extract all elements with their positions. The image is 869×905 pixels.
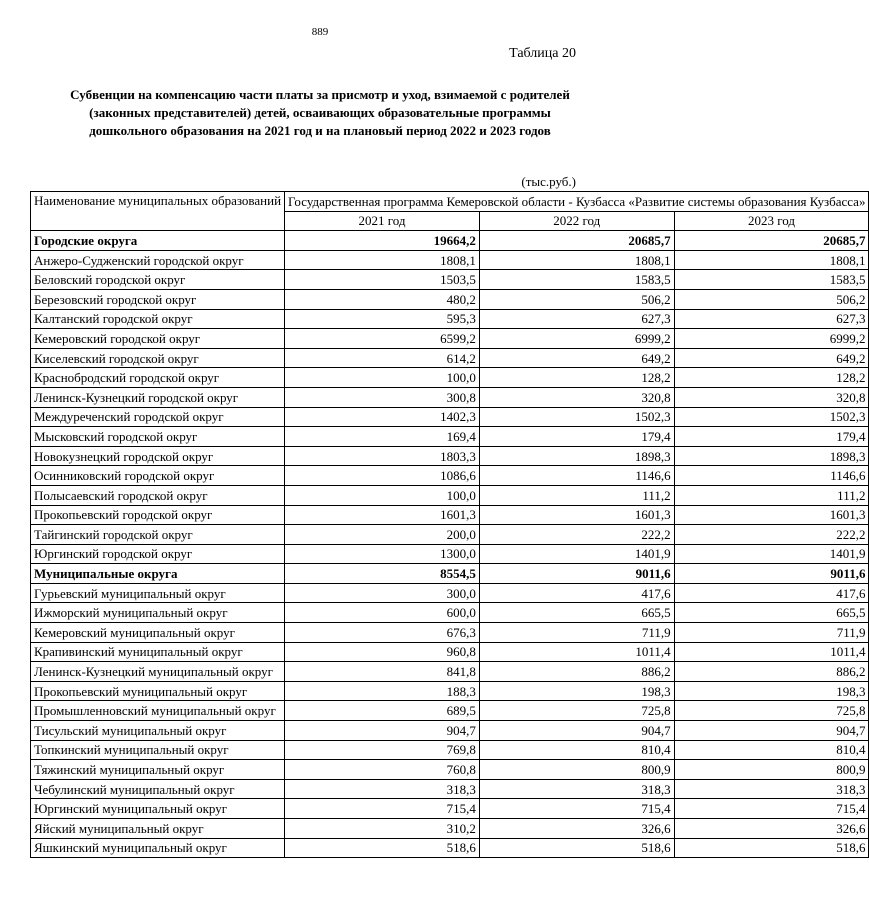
municipality-name: Яйский муниципальный округ <box>31 819 285 839</box>
value-2022: 810,4 <box>479 740 674 760</box>
municipality-name: Ижморский муниципальный округ <box>31 603 285 623</box>
value-2023: 1011,4 <box>674 642 869 662</box>
table-row <box>31 485 869 505</box>
value-2022: 1502,3 <box>479 407 674 427</box>
table-row <box>31 662 869 682</box>
value-2023: 222,2 <box>674 525 869 545</box>
table-row <box>31 466 869 486</box>
value-2021: 960,8 <box>285 642 480 662</box>
page-number: 889 <box>311 26 329 38</box>
value-2022: 649,2 <box>479 348 674 368</box>
header-year-2021: 2021 год <box>285 211 480 231</box>
municipality-name: Мысковский городской округ <box>31 427 285 447</box>
value-2021: 169,4 <box>285 427 480 447</box>
value-2023: 725,8 <box>674 701 869 721</box>
header-program: Государственная программа Кемеровской области - Кузбасса «Развитие системы образования Кузбасса» <box>285 192 869 212</box>
table-row <box>31 348 869 368</box>
value-2023: 1401,9 <box>674 544 869 564</box>
header-year-2022: 2022 год <box>479 211 674 231</box>
table-row <box>31 427 869 447</box>
value-2022: 518,6 <box>479 838 674 858</box>
value-2022: 725,8 <box>479 701 674 721</box>
value-2022: 1146,6 <box>479 466 674 486</box>
value-2022: 1011,4 <box>479 642 674 662</box>
table-row <box>31 544 869 564</box>
municipality-name: Анжеро-Судженский городской округ <box>31 250 285 270</box>
value-2022: 128,2 <box>479 368 674 388</box>
value-2022: 318,3 <box>479 779 674 799</box>
value-2022: 20685,7 <box>479 231 674 251</box>
table-row <box>31 799 869 819</box>
municipality-name: Яшкинский муниципальный округ <box>31 838 285 858</box>
value-2021: 904,7 <box>285 721 480 741</box>
municipality-name: Беловский городской округ <box>31 270 285 290</box>
value-2023: 1583,5 <box>674 270 869 290</box>
value-2023: 1601,3 <box>674 505 869 525</box>
value-2023: 886,2 <box>674 662 869 682</box>
municipality-name: Юргинский городской округ <box>31 544 285 564</box>
value-2022: 9011,6 <box>479 564 674 584</box>
municipality-name: Тисульский муниципальный округ <box>31 721 285 741</box>
municipality-name: Ленинск-Кузнецкий городской округ <box>31 387 285 407</box>
municipality-name: Краснобродский городской округ <box>31 368 285 388</box>
value-2023: 320,8 <box>674 387 869 407</box>
municipality-name: Осинниковский городской округ <box>31 466 285 486</box>
value-2022: 886,2 <box>479 662 674 682</box>
value-2022: 198,3 <box>479 681 674 701</box>
value-2023: 1146,6 <box>674 466 869 486</box>
value-2021: 715,4 <box>285 799 480 819</box>
value-2022: 1808,1 <box>479 250 674 270</box>
value-2022: 326,6 <box>479 819 674 839</box>
table-row <box>31 250 869 270</box>
value-2021: 614,2 <box>285 348 480 368</box>
table-row <box>31 760 869 780</box>
value-2022: 665,5 <box>479 603 674 623</box>
value-2021: 8554,5 <box>285 564 480 584</box>
municipality-name: Тайгинский городской округ <box>31 525 285 545</box>
municipality-name: Полысаевский городской округ <box>31 485 285 505</box>
value-2021: 689,5 <box>285 701 480 721</box>
value-2023: 1808,1 <box>674 250 869 270</box>
value-2022: 1898,3 <box>479 446 674 466</box>
table-group-row <box>31 231 869 251</box>
table-row <box>31 309 869 329</box>
table-row <box>31 681 869 701</box>
value-2022: 800,9 <box>479 760 674 780</box>
value-2023: 627,3 <box>674 309 869 329</box>
table-row <box>31 525 869 545</box>
municipality-name: Новокузнецкий городской округ <box>31 446 285 466</box>
municipality-name: Юргинский муниципальный округ <box>31 799 285 819</box>
municipality-name: Калтанский городской округ <box>31 309 285 329</box>
value-2021: 480,2 <box>285 289 480 309</box>
value-2023: 715,4 <box>674 799 869 819</box>
municipality-name: Муниципальные округа <box>31 564 285 584</box>
table-row <box>31 270 869 290</box>
value-2023: 518,6 <box>674 838 869 858</box>
document-title <box>40 86 600 140</box>
value-2021: 6599,2 <box>285 329 480 349</box>
value-2022: 111,2 <box>479 485 674 505</box>
header-row <box>31 192 869 212</box>
value-2023: 1898,3 <box>674 446 869 466</box>
municipality-name: Киселевский городской округ <box>31 348 285 368</box>
value-2021: 841,8 <box>285 662 480 682</box>
title-line: Субвенции на компенсацию части платы за присмотр и уход, взимаемой с родителей <box>70 87 570 102</box>
value-2022: 506,2 <box>479 289 674 309</box>
table-row <box>31 583 869 603</box>
value-2022: 627,3 <box>479 309 674 329</box>
value-2023: 417,6 <box>674 583 869 603</box>
value-2021: 595,3 <box>285 309 480 329</box>
value-2023: 506,2 <box>674 289 869 309</box>
value-2021: 310,2 <box>285 819 480 839</box>
value-2022: 6999,2 <box>479 329 674 349</box>
municipality-name: Гурьевский муниципальный округ <box>31 583 285 603</box>
table-row <box>31 721 869 741</box>
municipality-name: Кемеровский муниципальный округ <box>31 623 285 643</box>
municipality-name: Прокопьевский муниципальный округ <box>31 681 285 701</box>
municipality-name: Городские округа <box>31 231 285 251</box>
value-2022: 320,8 <box>479 387 674 407</box>
municipality-name: Кемеровский городской округ <box>31 329 285 349</box>
table-body <box>31 231 869 858</box>
title-line: (законных представителей) детей, осваивающих образовательные программы <box>89 105 551 120</box>
value-2022: 715,4 <box>479 799 674 819</box>
value-2021: 1808,1 <box>285 250 480 270</box>
municipality-name: Чебулинский муниципальный округ <box>31 779 285 799</box>
value-2021: 518,6 <box>285 838 480 858</box>
table-row <box>31 740 869 760</box>
table-row <box>31 603 869 623</box>
municipality-name: Промышленновский муниципальный округ <box>31 701 285 721</box>
table-row <box>31 407 869 427</box>
table-label: Таблица 20 <box>509 46 576 61</box>
subsidy-table <box>30 191 869 858</box>
title-line: дошкольного образования на 2021 год и на плановый период 2022 и 2023 годов <box>89 123 551 138</box>
value-2022: 417,6 <box>479 583 674 603</box>
value-2023: 326,6 <box>674 819 869 839</box>
value-2023: 179,4 <box>674 427 869 447</box>
municipality-name: Прокопьевский городской округ <box>31 505 285 525</box>
value-2021: 1402,3 <box>285 407 480 427</box>
value-2023: 649,2 <box>674 348 869 368</box>
value-2023: 665,5 <box>674 603 869 623</box>
value-2022: 904,7 <box>479 721 674 741</box>
value-2021: 676,3 <box>285 623 480 643</box>
value-2023: 1502,3 <box>674 407 869 427</box>
value-2023: 810,4 <box>674 740 869 760</box>
table-row <box>31 819 869 839</box>
value-2021: 300,0 <box>285 583 480 603</box>
value-2022: 179,4 <box>479 427 674 447</box>
municipality-name: Междуреченский городской округ <box>31 407 285 427</box>
value-2023: 20685,7 <box>674 231 869 251</box>
units-label: (тыс.руб.) <box>521 174 576 189</box>
value-2023: 318,3 <box>674 779 869 799</box>
municipality-name: Тяжинский муниципальный округ <box>31 760 285 780</box>
value-2021: 769,8 <box>285 740 480 760</box>
value-2021: 760,8 <box>285 760 480 780</box>
value-2021: 1300,0 <box>285 544 480 564</box>
municipality-name: Ленинск-Кузнецкий муниципальный округ <box>31 662 285 682</box>
value-2023: 111,2 <box>674 485 869 505</box>
table-row <box>31 642 869 662</box>
table-row <box>31 446 869 466</box>
table-row <box>31 289 869 309</box>
header-year-2023: 2023 год <box>674 211 869 231</box>
value-2021: 19664,2 <box>285 231 480 251</box>
value-2023: 800,9 <box>674 760 869 780</box>
value-2021: 100,0 <box>285 368 480 388</box>
table-row <box>31 505 869 525</box>
value-2021: 1803,3 <box>285 446 480 466</box>
table-row <box>31 838 869 858</box>
value-2021: 1601,3 <box>285 505 480 525</box>
value-2021: 1086,6 <box>285 466 480 486</box>
value-2023: 711,9 <box>674 623 869 643</box>
value-2022: 1601,3 <box>479 505 674 525</box>
value-2023: 128,2 <box>674 368 869 388</box>
value-2021: 300,8 <box>285 387 480 407</box>
value-2021: 600,0 <box>285 603 480 623</box>
value-2023: 6999,2 <box>674 329 869 349</box>
value-2021: 1503,5 <box>285 270 480 290</box>
table-row <box>31 701 869 721</box>
value-2022: 222,2 <box>479 525 674 545</box>
table-row <box>31 779 869 799</box>
value-2022: 1583,5 <box>479 270 674 290</box>
value-2021: 318,3 <box>285 779 480 799</box>
value-2023: 198,3 <box>674 681 869 701</box>
value-2023: 904,7 <box>674 721 869 741</box>
table-row <box>31 368 869 388</box>
value-2023: 9011,6 <box>674 564 869 584</box>
table-row <box>31 387 869 407</box>
value-2022: 1401,9 <box>479 544 674 564</box>
table-row <box>31 623 869 643</box>
value-2021: 200,0 <box>285 525 480 545</box>
value-2022: 711,9 <box>479 623 674 643</box>
header-name-column: Наименование муниципальных образований <box>31 192 285 231</box>
table-row <box>31 329 869 349</box>
value-2021: 100,0 <box>285 485 480 505</box>
municipality-name: Березовский городской округ <box>31 289 285 309</box>
municipality-name: Топкинский муниципальный округ <box>31 740 285 760</box>
table-group-row <box>31 564 869 584</box>
value-2021: 188,3 <box>285 681 480 701</box>
municipality-name: Крапивинский муниципальный округ <box>31 642 285 662</box>
